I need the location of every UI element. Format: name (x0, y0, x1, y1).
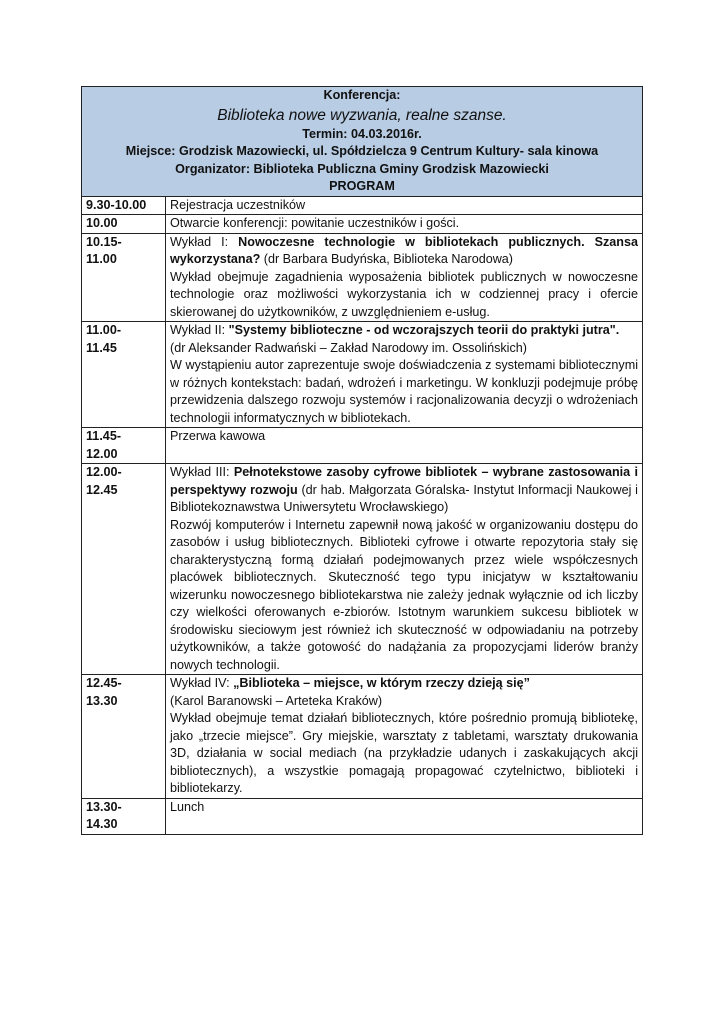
lecture-speaker: (dr hab. Małgorzata Góralska- Instytut Informacji Naukowej i Bibliotekoznawstwa Uniwersytetu Wrocławskiego) (170, 482, 638, 514)
table-row (82, 233, 643, 322)
row-text: Rejestracja uczestników (166, 196, 643, 215)
lecture-description: Rozwój komputerów i Internetu zapewnił nową jakość w organizowaniu dostępu do zasobów i usług bibliotecznych. Biblioteki cyfrowe i otwarte repozytoria stały się charakterystyczną formą działań podejmowanych przez wiele współczesnych placówek bibliotecznych. Skuteczność tego typu inicjatyw w kształtowaniu wizerunku nowoczesnego bibliotekarstwa nie zależy jednak wyłącznie od ich liczby czy wielkości oferowanych e-zbiorów. Istotnym warunkiem sukcesu bibliotek w środowisku sieciowym jest również ich skuteczność w odpowiadaniu na potrzeby użytkowników, a także gotowość do nadążania za propozycjami liderów branży nowych technologii. (170, 517, 638, 672)
lecture-prefix: Wykład I: (170, 234, 239, 249)
conference-title: Biblioteka nowe wyzwania, realne szanse. (217, 106, 507, 124)
lecture-3 (166, 464, 643, 675)
row-time: 12.45- 13.30 (82, 675, 166, 799)
row-text: Przerwa kawowa (166, 428, 643, 464)
table-row (82, 428, 643, 464)
row-time: 11.00- 11.45 (82, 322, 166, 428)
row-text: Otwarcie konferencji: powitanie uczestników i gości. (166, 215, 643, 234)
row-time: 13.30- 14.30 (82, 798, 166, 834)
lecture-description: Wykład obejmuje zagadnienia wyposażenia bibliotek publicznych w nowoczesne technologie oraz możliwości wykorzystania ich w codziennej pracy i ofercie skierowanej do użytkowników, z uwzględnieniem e-usług. (170, 269, 638, 319)
table-row (82, 215, 643, 234)
conference-place: Miejsce: Grodzisk Mazowiecki, ul. Spółdzielcza 9 Centrum Kultury- sala kinowa (125, 144, 599, 158)
lecture-speaker: (dr Barbara Budyńska, Biblioteka Narodowa) (260, 252, 513, 266)
lecture-4 (166, 675, 643, 799)
lecture-title: Pełnotekstowe zasoby cyfrowe bibliotek – wybrane zastosowania i perspektywy rozwoju (170, 465, 638, 497)
row-time: 12.00- 12.45 (82, 464, 166, 675)
lecture-title: "Systemy biblioteczne - od wczorajszych teorii do praktyki jutra". (228, 323, 620, 337)
lecture-prefix: Wykład III: (170, 465, 234, 479)
lecture-description: W wystąpieniu autor zaprezentuje swoje doświadczenia z systemami bibliotecznymi w różnych kontekstach: badań, wdrożeń i marketingu. W konkluzji podejmuje próbę przewidzenia dalszego rozwoju systemów i racjonalizowania decyzji o wdrożeniach technologii informatycznych w bibliotekach. (170, 358, 638, 425)
conference-date: Termin: 04.03.2016r. (302, 126, 422, 141)
lecture-prefix: Wykład II: (170, 323, 229, 337)
lecture-description: Wykład obejmuje temat działań bibliotecznych, które pośrednio promują bibliotekę, jako „trzecie miejsce”. Gry miejskie, warsztaty z tabletami, warsztaty drukowania 3D, działania w social mediach (na przykładzie udanych i zaskakujących akcji bibliotecznych), a wszystkie pomagają propagować czytelnictwo, biblioteki i bibliotekarzy. (170, 711, 638, 795)
conference-header (82, 87, 643, 197)
program-table (81, 86, 643, 835)
row-time: 10.15- 11.00 (82, 233, 166, 322)
table-row (82, 675, 643, 799)
lecture-title: „Biblioteka – miejsce, w którym rzeczy dzieją się” (233, 676, 530, 690)
table-row (82, 196, 643, 215)
row-text: Lunch (166, 798, 643, 834)
table-row (82, 322, 643, 428)
row-time: 10.00 (82, 215, 166, 234)
lecture-prefix: Wykład IV: (170, 676, 234, 690)
table-row (82, 464, 643, 675)
row-time: 9.30-10.00 (82, 196, 166, 215)
conference-label: Konferencja: (323, 88, 401, 102)
lecture-2 (166, 322, 643, 428)
header-row (82, 87, 643, 197)
lecture-1 (166, 233, 643, 322)
conference-organizer: Organizator: Biblioteka Publiczna Gminy Grodzisk Mazowiecki (175, 161, 549, 176)
lecture-speaker: (Karol Baranowski – Arteteka Kraków) (170, 693, 383, 708)
table-row (82, 798, 643, 834)
lecture-title: Nowoczesne technologie w bibliotekach publicznych. Szansa wykorzystana? (170, 234, 639, 266)
lecture-speaker: (dr Aleksander Radwański – Zakład Narodowy im. Ossolińskich) (170, 340, 527, 355)
program-heading: PROGRAM (329, 179, 395, 193)
row-time: 11.45- 12.00 (82, 428, 166, 464)
